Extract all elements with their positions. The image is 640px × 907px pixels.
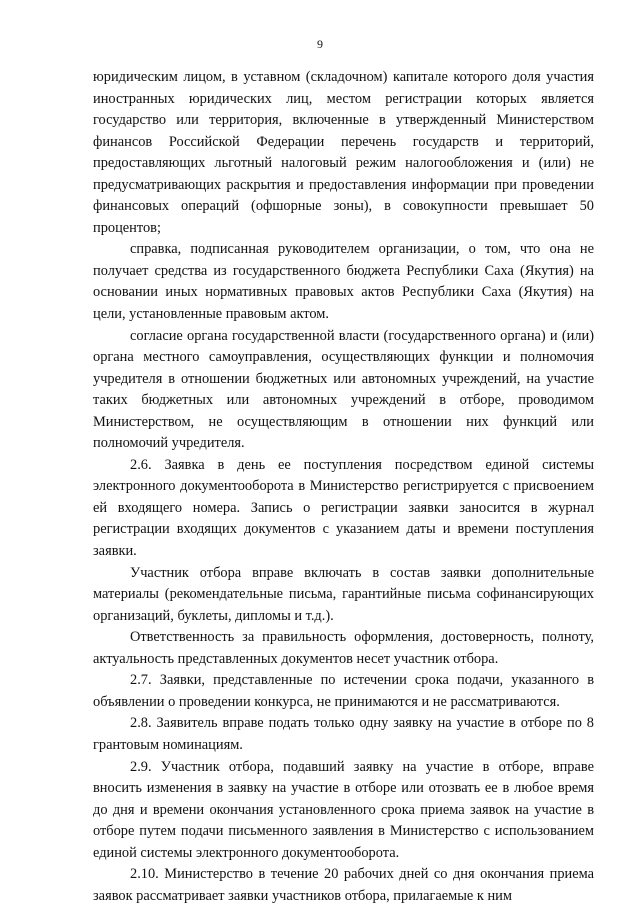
paragraph: Участник отбора вправе включать в состав заявки дополнительные материалы (рекомендательные письма, гарантийные письма софинансирующих организаций, буклеты, дипломы и т.д.).: [93, 564, 594, 624]
paragraph: 2.9. Участник отбора, подавший заявку на участие в отборе, вправе вносить изменения в заявку на участие в отборе или отозвать ее в любое время до дня и времени окончания установленного срока приема заявок на участие в отборе путем подачи письменного заявления в Министерство с использованием единой системы электронного документооборота.: [93, 758, 594, 861]
document-body: [93, 67, 594, 907]
page-number: 9: [317, 37, 323, 51]
paragraph: Ответственность за правильность оформления, достоверность, полноту, актуальность представленных документов несет участник отбора.: [93, 629, 594, 667]
paragraph: юридическим лицом, в уставном (складочном) капитале которого доля участия иностранных юридических лиц, местом регистрации которых является государство или территория, включенные в утвержденный Министерством финансов Российской Федерации перечень государств и территорий, предоставляющих льготный налоговый режим налогообложения и (или) не предусматривающих раскрытия и предоставления информации при проведении финансовых операций (офшорные зоны), в совокупности превышает 50 процентов;: [93, 69, 594, 236]
paragraph: 2.8. Заявитель вправе подать только одну заявку на участие в отборе по 8 грантовым номинациям.: [93, 715, 594, 753]
paragraph: 2.7. Заявки, представленные по истечении срока подачи, указанного в объявлении о проведении конкурса, не принимаются и не рассматриваются.: [93, 672, 594, 710]
paragraph: 2.6. Заявка в день ее поступления посредством единой системы электронного документооборота в Министерство регистрируется с присвоением ей входящего номера. Запись о регистрации заявки заносится в журнал регистрации входящих документов с указанием даты и времени поступления заявки.: [93, 456, 594, 560]
paragraph: справка, подписанная руководителем организации, о том, что она не получает средства из государственного бюджета Республики Саха (Якутия) на основании иных нормативных правовых актов Республики Саха (Якутия) на цели, установленные правовым актом.: [93, 241, 594, 323]
paragraph: 2.10. Министерство в течение 20 рабочих дней со дня окончания приема заявок рассматривает заявки участников отбора, прилагаемые к ним: [93, 866, 594, 904]
paragraph: согласие органа государственной власти (государственного органа) и (или) органа местного самоуправления, осуществляющих функции и полномочия учредителя в отношении бюджетных или автономных учреждений, на участие таких бюджетных или автономных учреждений в отборе, проводимом Министерством, не осуществляющим в отношении них функций или полномочий учредителя.: [93, 327, 594, 452]
